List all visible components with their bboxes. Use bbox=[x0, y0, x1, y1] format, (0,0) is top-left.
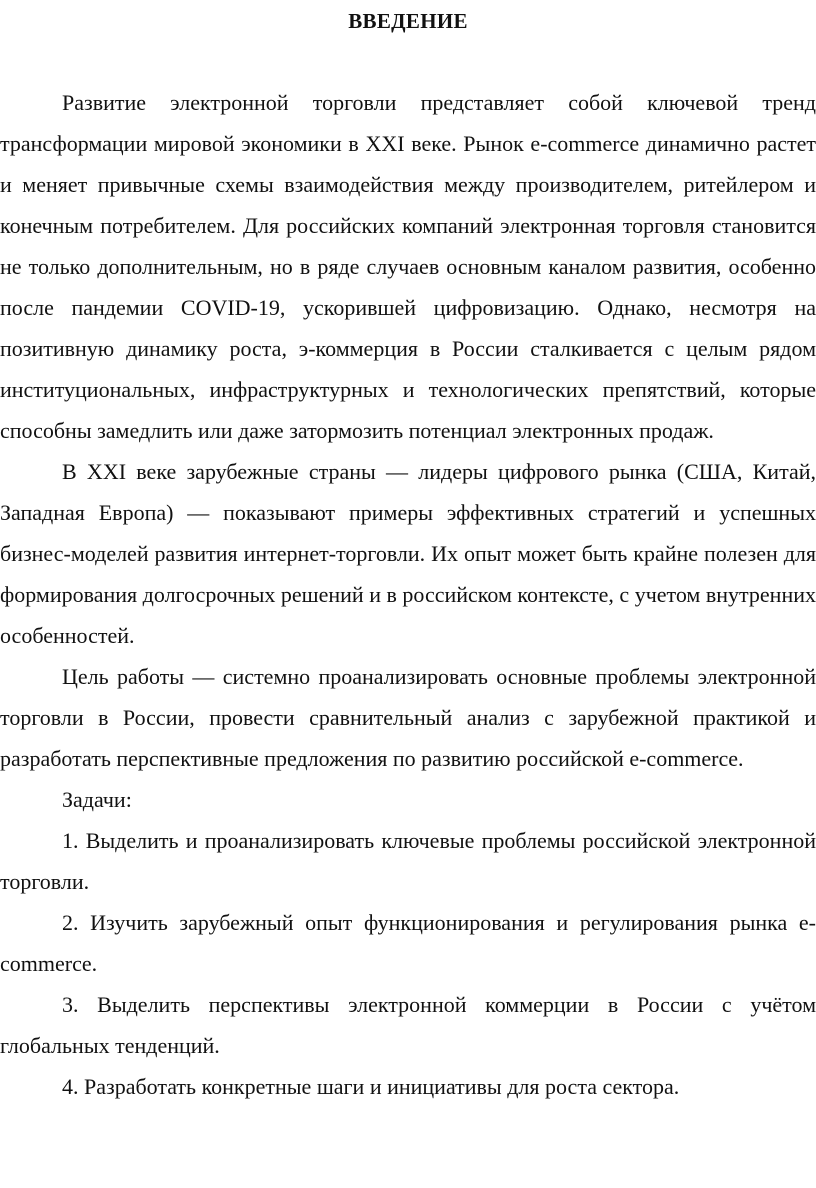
page-title: ВВЕДЕНИЕ bbox=[348, 9, 468, 33]
tasks-heading: Задачи: bbox=[62, 787, 132, 812]
title-spacer bbox=[0, 36, 816, 82]
task-item-3: 3. Выделить перспективы электронной коммерции в России с учётом глобальных тенденций. bbox=[0, 992, 816, 1058]
task-item-4: 4. Разработать конкретные шаги и инициативы для роста сектора. bbox=[62, 1074, 680, 1099]
goal-paragraph: Цель работы — системно проанализировать основные проблемы электронной торговли в России, провести сравнительный анализ с зарубежной практикой и разработать перспективные предложения по развитию российской e-commerce. bbox=[0, 664, 816, 771]
foreign-experience-paragraph: В XXI веке зарубежные страны — лидеры цифрового рынка (США, Китай, Западная Европа) — показывают примеры эффективных стратегий и успешных бизнес-моделей развития интернет-торговли. Их опыт может быть крайне полезен для формирования долгосрочных решений и в российском контексте, с учетом внутренних особенностей. bbox=[0, 459, 816, 648]
task-item-1: 1. Выделить и проанализировать ключевые проблемы российской электронной торговли. bbox=[0, 828, 816, 894]
task-item-2: 2. Изучить зарубежный опыт функционирования и регулирования рынка e-commerce. bbox=[0, 910, 816, 976]
intro-paragraph: Развитие электронной торговли представляет собой ключевой тренд трансформации мировой экономики в XXI веке. Рынок e-commerce динамично растет и меняет привычные схемы взаимодействия между производителем, ритейлером и конечным потребителем. Для российских компаний электронная торговля становится не только дополнительным, но в ряде случаев основным каналом развития, особенно после пандемии COVID-19, ускорившей цифровизацию. Однако, несмотря на позитивную динамику роста, э-коммерция в России сталкивается с целым рядом институциональных, инфраструктурных и технологических препятствий, которые способны замедлить или даже затормозить потенциал электронных продаж. bbox=[0, 90, 816, 443]
